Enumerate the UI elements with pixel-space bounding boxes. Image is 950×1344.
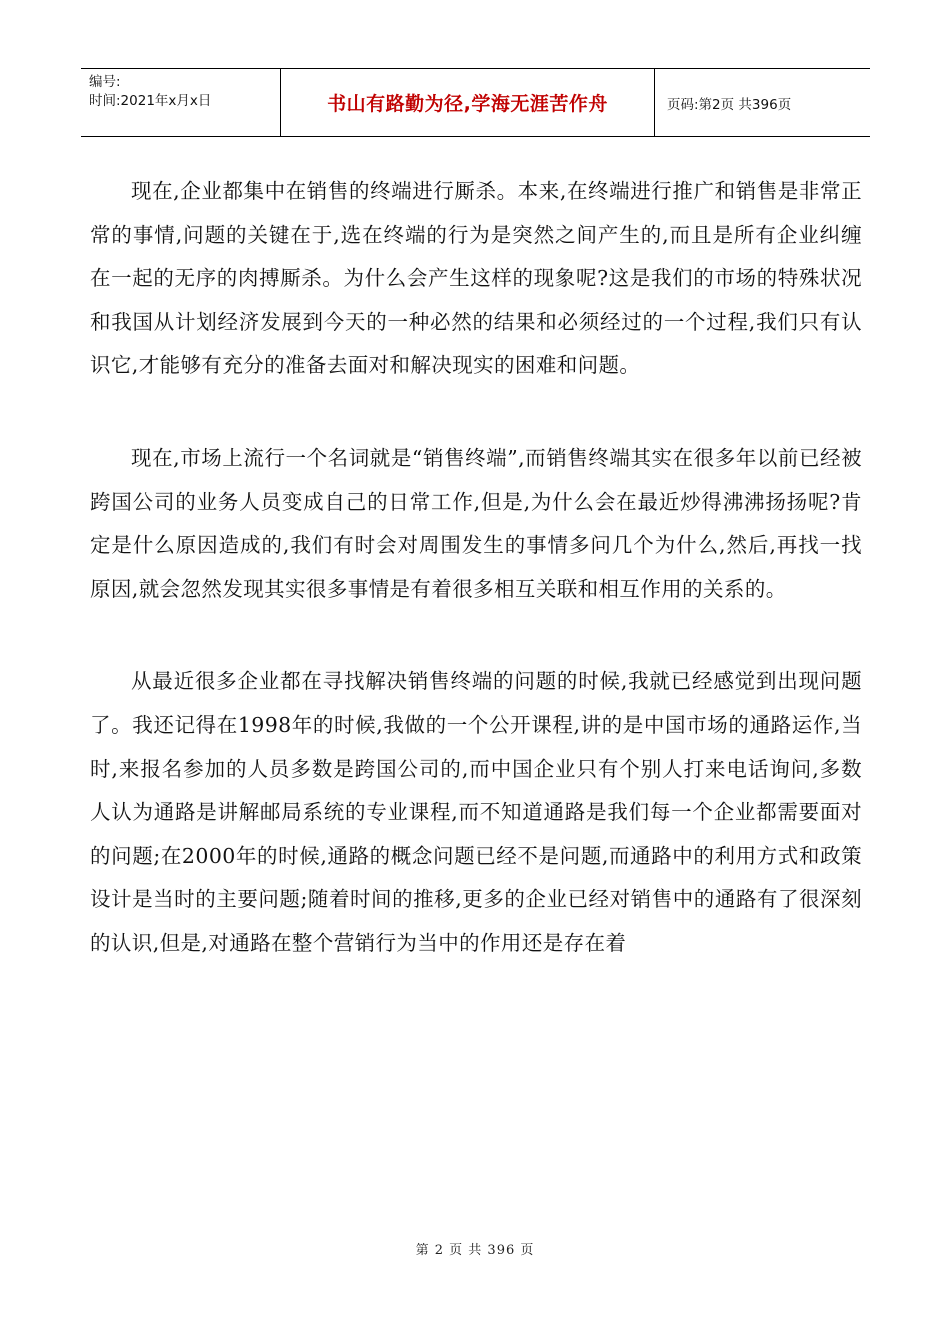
header-meta bbox=[81, 69, 281, 136]
page-footer: 第 2 页 共 396 页 bbox=[415, 1243, 535, 1258]
document-header bbox=[81, 68, 870, 137]
document-body bbox=[90, 170, 862, 966]
body-paragraph: 从最近很多企业都在寻找解决销售终端的问题的时候,我就已经感觉到出现问题了。我还记得在1998年的时候,我做的一个公开课程,讲的是中国市场的通路运作,当时,来报名参加的人员多数是跨国公司的,而中国企业只有个别人打来电话询问,多数人认为通路是讲解邮局系统的专业课程,而不知道通路是我们每一个企业都需要面对的问题;在2000年的时候,通路的概念问题已经不是问题,而通路中的利用方式和政策设计是当时的主要问题;随着时间的推移,更多的企业已经对销售中的通路有了很深刻的认识,但是,对通路在整个营销行为当中的作用还是存在着 bbox=[90, 669, 862, 955]
body-paragraph: 现在,企业都集中在销售的终端进行厮杀。本来,在终端进行推广和销售是非常正常的事情,问题的关键在于,选在终端的行为是突然之间产生的,而且是所有企业纠缠在一起的无序的肉搏厮杀。为什么会产生这样的现象呢?这是我们的市场的特殊状况和我国从计划经济发展到今天的一种必然的结果和必须经过的一个过程,我们只有认识它,才能够有充分的准备去面对和解决现实的困难和问题。 bbox=[90, 179, 862, 378]
body-paragraph: 现在,市场上流行一个名词就是“销售终端”,而销售终端其实在很多年以前已经被跨国公司的业务人员变成自己的日常工作,但是,为什么会在最近炒得沸沸扬扬呢?肯定是什么原因造成的,我们有时会对周围发生的事情多问几个为什么,然后,再找一找原因,就会忽然发现其实很多事情是有着很多相互关联和相互作用的关系的。 bbox=[90, 445, 862, 601]
doc-time-label: 时间:2021年x月x日 bbox=[89, 93, 212, 109]
doc-number-label: 编号: bbox=[89, 74, 121, 90]
header-page-info: 页码:第2页 共396页 bbox=[667, 96, 792, 113]
header-motto: 书山有路勤为径,学海无涯苦作舟 bbox=[281, 69, 655, 136]
